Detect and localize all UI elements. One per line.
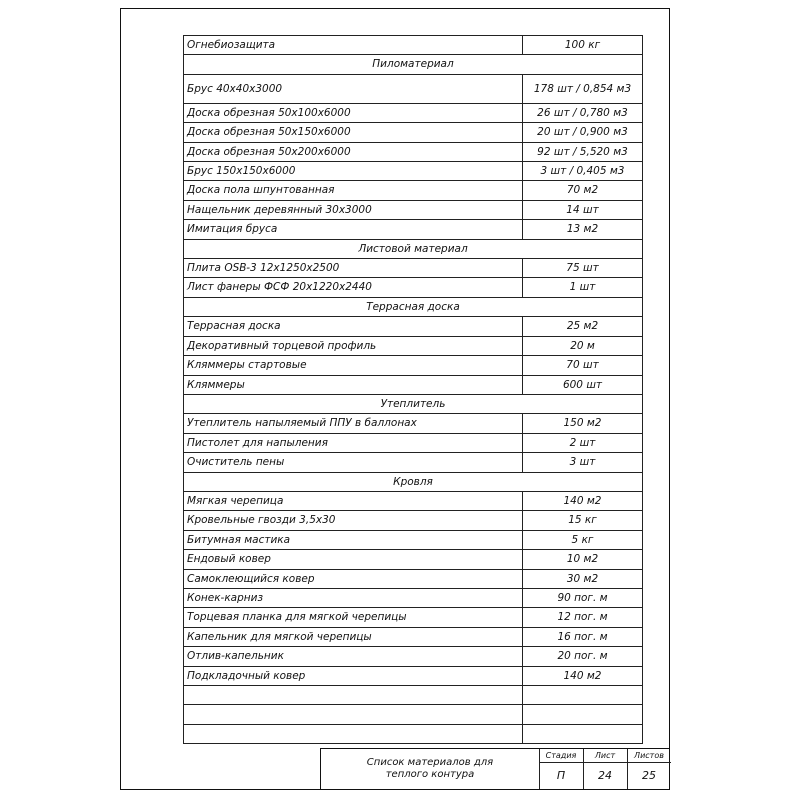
table-row (184, 142, 643, 161)
material-name: Капельник для мягкой черепицы (184, 627, 523, 646)
material-quantity: 3 шт (523, 453, 643, 472)
material-quantity (523, 724, 643, 743)
material-quantity: 140 м2 (523, 491, 643, 510)
table-row (184, 181, 643, 200)
material-name: Имитация бруса (184, 220, 523, 239)
stage-cell (539, 749, 584, 789)
table-row (184, 103, 643, 122)
material-name: Мягкая черепица (184, 491, 523, 510)
section-title: Утеплитель (184, 394, 643, 413)
material-name: Доска обрезная 50х100х6000 (184, 103, 523, 122)
material-quantity: 70 шт (523, 356, 643, 375)
material-name: Очиститель пены (184, 453, 523, 472)
material-quantity: 3 шт / 0,405 м3 (523, 162, 643, 181)
material-quantity: 75 шт (523, 259, 643, 278)
material-name (184, 705, 523, 724)
table-row (184, 608, 643, 627)
material-name: Лист фанеры ФСФ 20х1220х2440 (184, 278, 523, 297)
section-title: Листовой материал (184, 239, 643, 258)
material-quantity: 30 м2 (523, 569, 643, 588)
material-quantity: 25 м2 (523, 317, 643, 336)
section-title: Кровля (184, 472, 643, 491)
table-row (184, 666, 643, 685)
material-quantity: 140 м2 (523, 666, 643, 685)
table-row (184, 220, 643, 239)
material-quantity: 150 м2 (523, 414, 643, 433)
table-row (184, 588, 643, 607)
material-name: Декоративный торцевой профиль (184, 336, 523, 355)
table-row (184, 433, 643, 452)
material-quantity: 100 кг (523, 36, 643, 55)
section-row (184, 394, 643, 413)
table-row (184, 686, 643, 705)
section-row (184, 239, 643, 258)
material-quantity: 178 шт / 0,854 м3 (523, 74, 643, 103)
title-block-title (321, 749, 540, 789)
material-quantity: 20 м (523, 336, 643, 355)
material-name: Нащельник деревянный 30х3000 (184, 200, 523, 219)
stage-value: П (556, 769, 566, 782)
sheets-value: 25 (642, 769, 656, 782)
material-quantity: 1 шт (523, 278, 643, 297)
section-row (184, 55, 643, 74)
table-row (184, 569, 643, 588)
table-row (184, 724, 643, 743)
material-name: Доска обрезная 50х150х6000 (184, 123, 523, 142)
table-row (184, 317, 643, 336)
material-quantity: 20 шт / 0,900 м3 (523, 123, 643, 142)
material-name: Кляммеры стартовые (184, 356, 523, 375)
material-quantity: 90 пог. м (523, 588, 643, 607)
table-row (184, 550, 643, 569)
sheet-label: Лист (583, 749, 627, 763)
material-quantity: 16 пог. м (523, 627, 643, 646)
table-row (184, 530, 643, 549)
section-title: Пиломатериал (184, 55, 643, 74)
material-quantity: 2 шт (523, 433, 643, 452)
table-row (184, 491, 643, 510)
material-quantity: 92 шт / 5,520 м3 (523, 142, 643, 161)
sheet-cell (583, 749, 628, 789)
material-name: Брус 150х150х6000 (184, 162, 523, 181)
material-name: Самоклеющийся ковер (184, 569, 523, 588)
sheets-label: Листов (627, 749, 671, 763)
stage-label: Стадия (539, 749, 583, 763)
table-row (184, 259, 643, 278)
material-quantity: 70 м2 (523, 181, 643, 200)
material-quantity (523, 686, 643, 705)
materials-table (183, 35, 643, 744)
material-name: Брус 40х40х3000 (184, 74, 523, 103)
material-name: Плита OSB-3 12х1250х2500 (184, 259, 523, 278)
table-row (184, 453, 643, 472)
title-line-2: теплого контура (385, 769, 475, 780)
title-line-1: Список материалов для (366, 757, 494, 768)
material-name: Отлив-капельник (184, 647, 523, 666)
material-name (184, 724, 523, 743)
sheet-value: 24 (598, 769, 612, 782)
material-quantity: 600 шт (523, 375, 643, 394)
table-row (184, 278, 643, 297)
material-quantity (523, 705, 643, 724)
table-row (184, 336, 643, 355)
material-quantity: 20 пог. м (523, 647, 643, 666)
table-row (184, 414, 643, 433)
table-row (184, 627, 643, 646)
material-quantity: 14 шт (523, 200, 643, 219)
material-quantity: 13 м2 (523, 220, 643, 239)
material-name: Битумная мастика (184, 530, 523, 549)
table-row (184, 705, 643, 724)
section-row (184, 297, 643, 316)
material-name: Доска обрезная 50х200х6000 (184, 142, 523, 161)
material-name: Утеплитель напыляемый ППУ в баллонах (184, 414, 523, 433)
table-row (184, 356, 643, 375)
section-title: Террасная доска (184, 297, 643, 316)
material-name: Пистолет для напыления (184, 433, 523, 452)
sheets-cell (627, 749, 671, 789)
material-quantity: 10 м2 (523, 550, 643, 569)
material-name: Конек-карниз (184, 588, 523, 607)
material-name: Торцевая планка для мягкой черепицы (184, 608, 523, 627)
table-row (184, 162, 643, 181)
material-quantity: 12 пог. м (523, 608, 643, 627)
material-name: Ендовый ковер (184, 550, 523, 569)
material-name: Подкладочный ковер (184, 666, 523, 685)
material-name: Огнебиозащита (184, 36, 523, 55)
table-row (184, 74, 643, 103)
table-row (184, 36, 643, 55)
table-row (184, 647, 643, 666)
table-row (184, 511, 643, 530)
table-row (184, 375, 643, 394)
material-name: Доска пола шпунтованная (184, 181, 523, 200)
title-block (320, 748, 670, 790)
material-name: Террасная доска (184, 317, 523, 336)
material-name: Кровельные гвозди 3,5х30 (184, 511, 523, 530)
material-quantity: 26 шт / 0,780 м3 (523, 103, 643, 122)
material-name (184, 686, 523, 705)
material-name: Кляммеры (184, 375, 523, 394)
table-row (184, 200, 643, 219)
section-row (184, 472, 643, 491)
material-quantity: 5 кг (523, 530, 643, 549)
material-quantity: 15 кг (523, 511, 643, 530)
table-row (184, 123, 643, 142)
